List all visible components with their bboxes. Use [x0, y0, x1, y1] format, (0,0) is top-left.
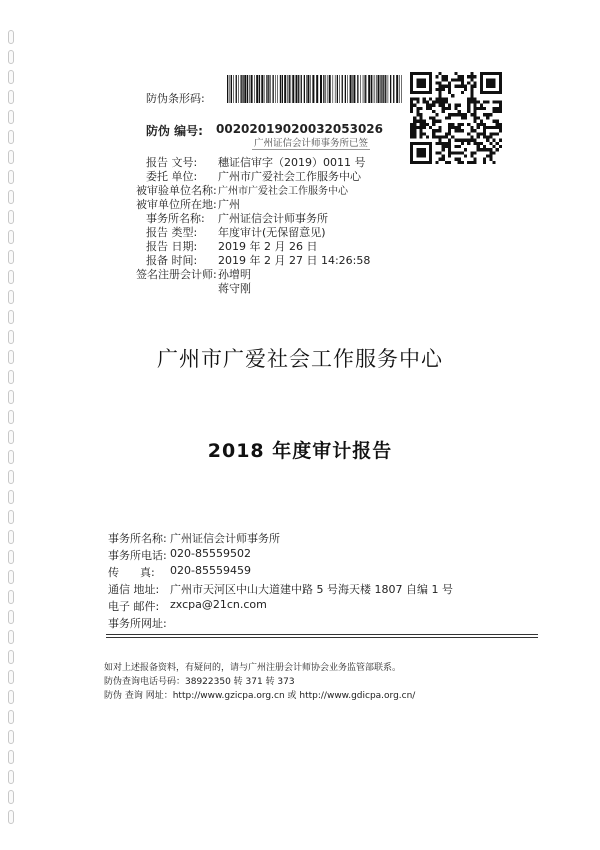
signing-cpa-2: 蒋守刚	[218, 282, 251, 295]
signing-cpa-label: 签名注册会计师:	[136, 268, 217, 281]
binding-hole	[8, 270, 14, 284]
binding-hole	[8, 770, 14, 784]
binding-hole	[8, 250, 14, 264]
report-date-value: 2019 年 2 月 26 日	[218, 240, 318, 253]
client-label: 委托 单位:	[146, 170, 198, 183]
organization-title: 广州市广爱社会工作服务中心	[157, 347, 443, 371]
report-type-label: 报告 类型:	[146, 226, 198, 239]
firm-name-value: 广州证信会计师事务所	[218, 212, 328, 225]
filing-stamp: 广州证信会计师事务所已签	[254, 138, 369, 149]
firm-fax-label: 传 真:	[108, 566, 155, 579]
firm-address-label: 通信 地址:	[108, 583, 160, 596]
binding-hole	[8, 130, 14, 144]
firm-name-value-2: 广州证信会计师事务所	[170, 532, 280, 545]
binding-hole	[8, 330, 14, 344]
binding-hole	[8, 110, 14, 124]
binding-holes	[8, 30, 18, 840]
binding-hole	[8, 530, 14, 544]
report-number-value: 穗证信审字（2019）0011 号	[218, 156, 366, 169]
firm-address-value: 广州市天河区中山大道建中路 5 号海天楼 1807 自编 1 号	[170, 583, 453, 596]
binding-hole	[8, 490, 14, 504]
firm-email-value: zxcpa@21cn.com	[170, 598, 267, 611]
firm-email-label: 电子 邮件:	[108, 600, 160, 613]
entity-location-value: 广州	[218, 198, 240, 211]
binding-hole	[8, 150, 14, 164]
binding-hole	[8, 630, 14, 644]
binding-hole	[8, 810, 14, 824]
binding-hole	[8, 310, 14, 324]
binding-hole	[8, 750, 14, 764]
binding-hole	[8, 230, 14, 244]
binding-hole	[8, 510, 14, 524]
footer-phone: 防伪查询电话号码：38922350 转 371 转 373	[104, 677, 295, 687]
footer-contact-note: 如对上述报备资料，有疑问的，请与广州注册会计师协会业务监管部联系。	[104, 663, 402, 673]
binding-hole	[8, 70, 14, 84]
filing-time-label: 报备 时间:	[146, 254, 198, 267]
binding-hole	[8, 690, 14, 704]
filing-time-value: 2019 年 2 月 27 日 14:26:58	[218, 254, 371, 267]
binding-hole	[8, 790, 14, 804]
footer-website: 防伪 查询 网址：http://www.gzicpa.org.cn 或 http://www.gdicpa.org.cn/	[104, 691, 416, 701]
barcode-image	[227, 75, 402, 103]
signing-cpa-1: 孙增明	[218, 268, 251, 281]
report-type-value: 年度审计(无保留意见)	[218, 226, 326, 239]
divider-bottom	[106, 637, 538, 638]
binding-hole	[8, 190, 14, 204]
binding-hole	[8, 610, 14, 624]
binding-hole	[8, 290, 14, 304]
firm-name-label-2: 事务所名称:	[108, 532, 167, 545]
entity-location-label: 被审单位所在地:	[136, 198, 217, 211]
binding-hole	[8, 590, 14, 604]
client-value: 广州市广爱社会工作服务中心	[218, 170, 361, 183]
firm-website-label: 事务所网址:	[108, 617, 167, 630]
firm-name-label: 事务所名称:	[146, 212, 205, 225]
binding-hole	[8, 570, 14, 584]
qr-code-image	[410, 72, 502, 164]
binding-hole	[8, 30, 14, 44]
barcode-label: 防伪条形码:	[146, 92, 205, 105]
firm-phone-value: 020-85559502	[170, 547, 251, 560]
security-code-label: 防伪 编号:	[146, 124, 203, 138]
binding-hole	[8, 210, 14, 224]
binding-hole	[8, 390, 14, 404]
binding-hole	[8, 90, 14, 104]
binding-hole	[8, 650, 14, 664]
audited-entity-value: 广州市广爱社会工作服务中心	[218, 186, 348, 197]
binding-hole	[8, 170, 14, 184]
report-date-label: 报告 日期:	[146, 240, 198, 253]
binding-hole	[8, 730, 14, 744]
binding-hole	[8, 550, 14, 564]
report-number-label: 报告 文号:	[146, 156, 198, 169]
firm-phone-label: 事务所电话:	[108, 549, 167, 562]
binding-hole	[8, 410, 14, 424]
divider-top	[106, 634, 538, 635]
binding-hole	[8, 470, 14, 484]
binding-hole	[8, 710, 14, 724]
security-code-value: 00202019020032053026	[216, 122, 383, 136]
binding-hole	[8, 50, 14, 64]
report-title: 2018 年度审计报告	[207, 440, 393, 462]
binding-hole	[8, 670, 14, 684]
firm-fax-value: 020-85559459	[170, 564, 251, 577]
audited-entity-label: 被审验单位名称:	[136, 184, 217, 197]
